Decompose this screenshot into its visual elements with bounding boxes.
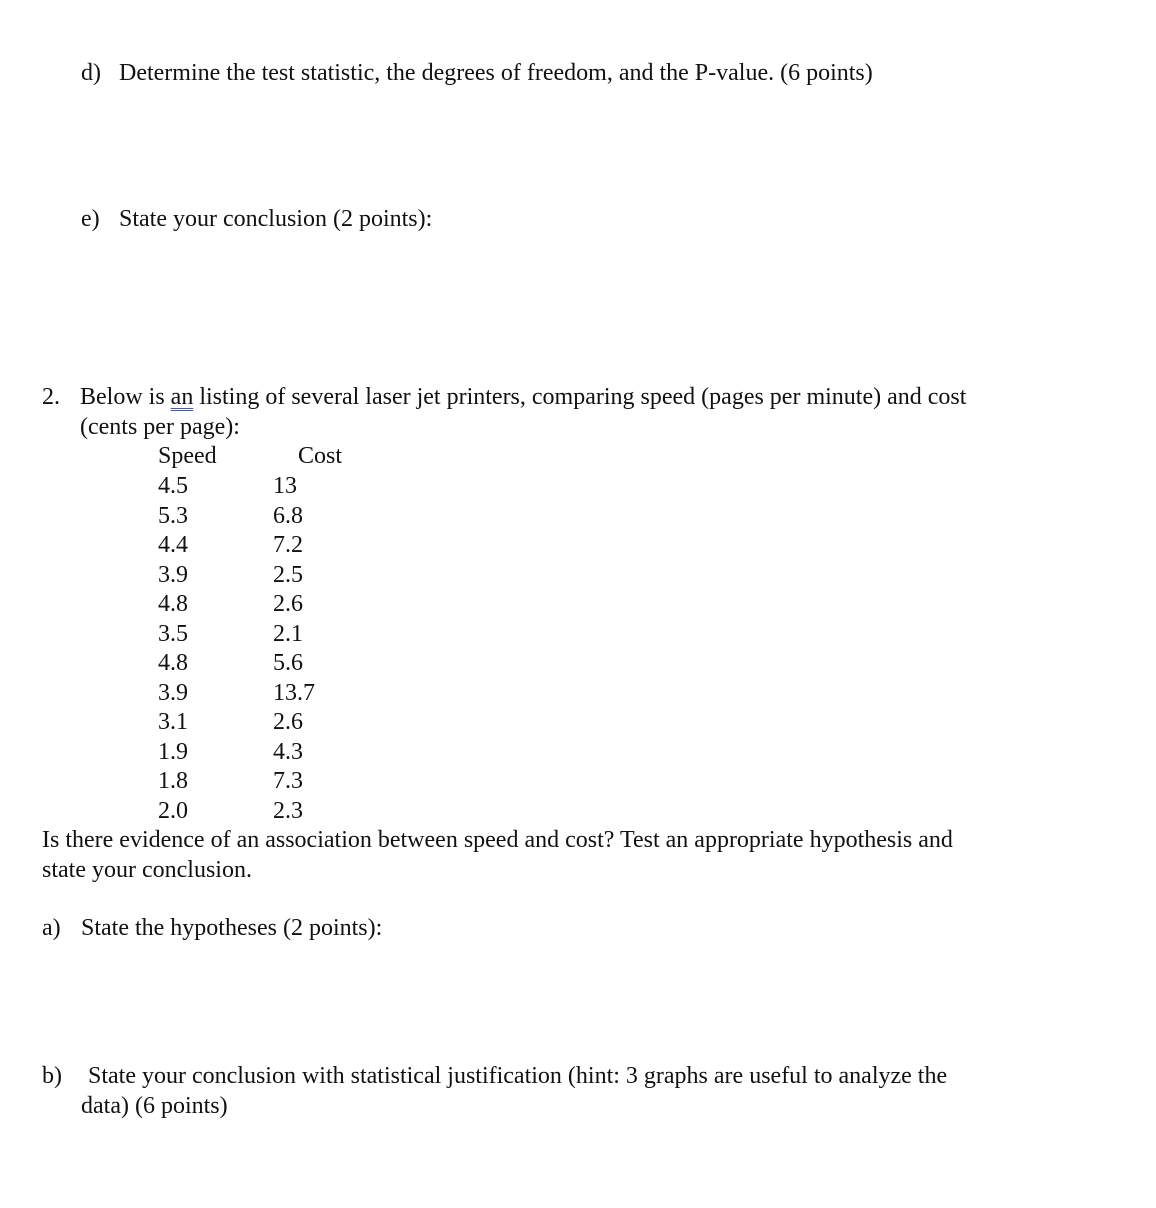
table-cell-cost: 2.6: [273, 591, 303, 617]
part-b-text-line1: State your conclusion with statistical justification (hint: 3 graphs are useful to analyze the: [88, 1063, 948, 1089]
question-2-intro-line2: (cents per page):: [80, 414, 240, 440]
table-cell-cost: 2.3: [273, 798, 303, 824]
table-cell-cost: 4.3: [273, 739, 303, 765]
table-header-speed: Speed: [158, 443, 217, 469]
part-a-text: State the hypotheses (2 points):: [81, 915, 383, 941]
part-b-marker: b): [42, 1063, 62, 1089]
table-cell-cost: 5.6: [273, 650, 303, 676]
table-cell-cost: 2.5: [273, 562, 303, 588]
part-d-marker: d): [81, 60, 101, 86]
part-b: [42, 1061, 947, 1091]
question-2-intro-before: Below is: [80, 384, 165, 410]
table-cell-speed: 4.5: [158, 473, 188, 499]
part-a-marker: a): [42, 915, 61, 941]
part-e-marker: e): [81, 206, 100, 232]
question-2-number: 2.: [42, 384, 60, 410]
part-e-text: State your conclusion (2 points):: [119, 206, 433, 232]
question-2-intro-after: listing of several laser jet printers, comparing speed (pages per minute) and cost: [199, 384, 967, 410]
part-d: [81, 58, 873, 88]
part-d-text: Determine the test statistic, the degrees of freedom, and the P-value. (6 points): [119, 60, 873, 86]
question-2-intro-underlined: an: [170, 384, 194, 410]
table-cell-cost: 6.8: [273, 503, 303, 529]
table-header-cost: Cost: [298, 443, 343, 469]
part-e: [81, 204, 432, 234]
part-a: [42, 913, 382, 943]
table-cell-cost: 2.6: [273, 709, 303, 735]
question-2-intro: [42, 382, 966, 412]
table-cell-speed: 1.8: [158, 768, 188, 794]
table-cell-speed: 5.3: [158, 503, 188, 529]
table-cell-speed: 3.9: [158, 680, 188, 706]
table-cell-speed: 4.4: [158, 532, 188, 558]
table-cell-cost: 7.3: [273, 768, 303, 794]
table-cell-cost: 7.2: [273, 532, 303, 558]
part-b-text-line2: data) (6 points): [81, 1093, 228, 1119]
table-cell-speed: 1.9: [158, 739, 188, 765]
table-cell-speed: 2.0: [158, 798, 188, 824]
table-cell-speed: 4.8: [158, 591, 188, 617]
question-2-prompt-line2: state your conclusion.: [42, 857, 252, 883]
table-cell-cost: 13: [273, 473, 297, 499]
table-cell-cost: 13.7: [273, 680, 315, 706]
table-cell-speed: 3.5: [158, 621, 188, 647]
question-2-prompt-line1: Is there evidence of an association between speed and cost? Test an appropriate hypothesis and: [42, 827, 953, 853]
table-cell-speed: 3.9: [158, 562, 188, 588]
table-cell-cost: 2.1: [273, 621, 303, 647]
table-cell-speed: 3.1: [158, 709, 188, 735]
table-cell-speed: 4.8: [158, 650, 188, 676]
